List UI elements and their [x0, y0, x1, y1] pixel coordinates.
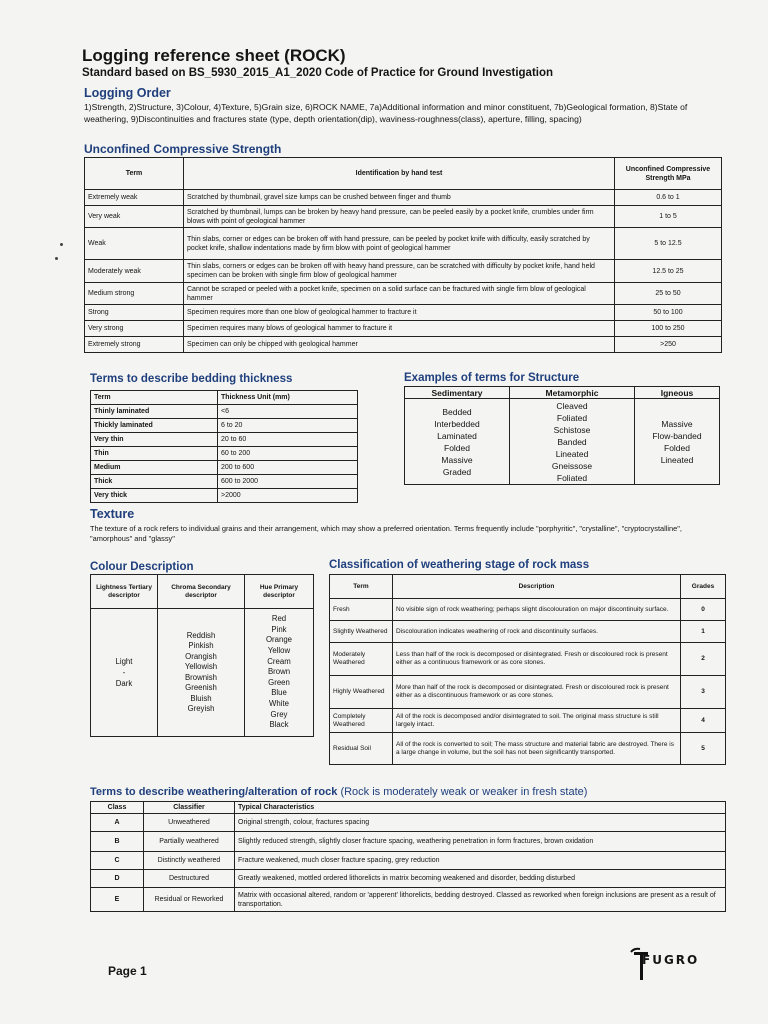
bedding-term: Thickly laminated — [91, 419, 218, 433]
colour-hue-list — [245, 609, 314, 737]
table-row — [91, 433, 358, 447]
alteration-heading: Terms to describe weathering/alteration of rock — [90, 786, 338, 798]
weathering-header-description: Description — [393, 575, 681, 599]
table-row — [91, 888, 726, 912]
ucs-value: 5 to 12.5 — [615, 228, 722, 260]
page-subtitle: Standard based on BS_5930_2015_A1_2020 Code of Practice for Ground Investigation — [82, 67, 554, 79]
weathering-stage-heading: Classification of weathering stage of rock mass — [329, 559, 590, 571]
table-row — [85, 321, 722, 337]
table-row — [91, 447, 358, 461]
weathering-grade: 2 — [681, 643, 726, 676]
structure-term: Massive — [441, 454, 473, 465]
bedding-term: Thin — [91, 447, 218, 461]
structure-term: Laminated — [437, 430, 477, 441]
ucs-value: 12.5 to 25 — [615, 260, 722, 283]
colour-hue: Green — [268, 677, 290, 687]
weathering-grade: 5 — [681, 733, 726, 765]
ucs-term: Strong — [85, 305, 184, 321]
table-row — [85, 337, 722, 353]
texture-heading: Texture — [90, 507, 135, 521]
alteration-classifier: Distinctly weathered — [144, 852, 235, 870]
colour-header-hue: Hue Primary descriptor — [245, 575, 314, 609]
bedding-term: Very thin — [91, 433, 218, 447]
alteration-characteristics: Greatly weakened, mottled ordered lithorelicts in matrix becoming weakened and disorder, bedding disturbed — [235, 870, 726, 888]
weathering-description: No visible sign of rock weathering; perhaps slight discolouration on major discontinuity surface. — [393, 599, 681, 621]
table-row — [91, 870, 726, 888]
alteration-header-characteristics: Typical Characteristics — [235, 802, 726, 814]
bedding-term: Very thick — [91, 489, 218, 503]
colour-chroma: Greenish — [185, 683, 217, 692]
structure-term: Graded — [442, 466, 472, 477]
weathering-description: Less than half of the rock is decomposed or disintegrated. Fresh or discoloured rock is present either as a continuous framework or as core stones. — [393, 643, 681, 676]
bedding-heading: Terms to describe bedding thickness — [90, 373, 293, 385]
alteration-class: B — [91, 832, 144, 852]
ucs-value: 0.6 to 1 — [615, 190, 722, 206]
weathering-header-grades: Grades — [681, 575, 726, 599]
structure-term: Flow-banded — [652, 430, 702, 441]
colour-header-lightness: Lightness Tertiary descriptor — [91, 575, 158, 609]
weathering-grade: 4 — [681, 709, 726, 733]
structure-term: Folded — [664, 442, 690, 453]
colour-chroma: Yellowish — [184, 662, 218, 671]
ucs-description: Specimen can only be chipped with geological hammer — [184, 337, 615, 353]
ucs-header-strength: Unconfined Compressive Strength MPa — [615, 158, 722, 190]
structure-metamorphic-list — [510, 399, 635, 485]
page-number: Page 1 — [108, 964, 147, 978]
table-row — [91, 461, 358, 475]
colour-lightness-list — [91, 609, 158, 737]
ucs-term: Moderately weak — [85, 260, 184, 283]
ucs-description: Scratched by thumbnail, lumps can be broken by heavy hand pressure, can be peeled easily by a pocket knife, crumbles under firm blows with point of geological hammer — [184, 206, 615, 228]
colour-hue: Blue — [271, 688, 287, 698]
ucs-header-term: Term — [85, 158, 184, 190]
logging-order-text: 1)Strength, 2)Structure, 3)Colour, 4)Texture, 5)Grain size, 6)ROCK NAME, 7a)Additional information and minor constituent, 7b)Geological formation, 8)State of weathering, 9)Discontinuities and fractures state (type, depth orientation(dip), waviness-roughness(class), aperture, filling, spacing) — [84, 102, 688, 124]
structure-term: Banded — [557, 436, 587, 447]
page-title: Logging reference sheet (ROCK) — [82, 46, 346, 65]
structure-sedimentary-list — [405, 399, 510, 485]
bedding-header-thickness: Thickness Unit (mm) — [218, 391, 358, 405]
alteration-class: E — [91, 888, 144, 912]
ucs-value: >250 — [615, 337, 722, 353]
alteration-header-class: Class — [91, 802, 144, 814]
table-row — [85, 260, 722, 283]
structure-term: Foliated — [556, 412, 588, 423]
bedding-header-term: Term — [91, 391, 218, 405]
ucs-term: Very weak — [85, 206, 184, 228]
weathering-term: Moderately Weathered — [330, 643, 393, 676]
table-row — [85, 190, 722, 206]
ucs-description: Specimen requires more than one blow of geological hammer to fracture it — [184, 305, 615, 321]
logging-order-heading: Logging Order — [84, 86, 171, 100]
colour-hue: Grey — [270, 709, 288, 719]
structure-term: Massive — [661, 418, 693, 429]
bedding-thickness: 600 to 2000 — [218, 475, 358, 489]
colour-chroma: Bluish — [190, 693, 212, 703]
colour-hue: Pink — [271, 624, 287, 634]
alteration-table — [90, 801, 726, 912]
table-row — [91, 852, 726, 870]
colour-chroma: Brownish — [184, 672, 218, 682]
ucs-term: Extremely strong — [85, 337, 184, 353]
alteration-header-classifier: Classifier — [144, 802, 235, 814]
alteration-classifier: Unweathered — [144, 814, 235, 832]
weathering-term: Residual Soil — [330, 733, 393, 765]
table-row — [85, 228, 722, 260]
table-row — [85, 305, 722, 321]
colour-table — [90, 574, 314, 737]
weathering-description: More than half of the rock is decomposed or disintegrated. Fresh or discoloured rock is present either as a discontinuous framework or as core stones. — [393, 676, 681, 709]
colour-hue: Orange — [265, 635, 292, 645]
table-row — [85, 283, 722, 305]
texture-text: The texture of a rock refers to individual grains and their arrangement, which may show a preferred orientation. Terms frequently include "porphyritic", "crystalline", "cryptocrystalline", "amorphous" and "glassy" — [90, 524, 682, 543]
scan-mark — [60, 243, 63, 246]
ucs-term: Very strong — [85, 321, 184, 337]
colour-hue: Black — [269, 720, 289, 730]
alteration-class: A — [91, 814, 144, 832]
alteration-note: (Rock is moderately weak or weaker in fresh state) — [340, 786, 588, 798]
table-row — [330, 676, 726, 709]
table-row — [330, 733, 726, 765]
colour-chroma: Greyish — [187, 704, 215, 713]
colour-lightness: Light — [115, 657, 133, 666]
table-row — [91, 475, 358, 489]
colour-chroma: Orangish — [185, 651, 217, 661]
colour-hue: White — [269, 698, 289, 708]
colour-header-chroma: Chroma Secondary descriptor — [158, 575, 245, 609]
alteration-classifier: Residual or Reworked — [144, 888, 235, 912]
structure-term: Interbedded — [434, 418, 480, 429]
alteration-characteristics: Slightly reduced strength, slightly closer fracture spacing, weathering penetration in form fractures, brown oxidation — [235, 832, 726, 852]
alteration-classifier: Partially weathered — [144, 832, 235, 852]
weathering-grade: 0 — [681, 599, 726, 621]
table-row — [330, 599, 726, 621]
weathering-description: All of the rock is decomposed and/or disintegrated to soil. The original mass structure is still largely intact. — [393, 709, 681, 733]
bedding-thickness: >2000 — [218, 489, 358, 503]
weathering-stage-table — [329, 574, 726, 765]
table-row — [330, 709, 726, 733]
weathering-term: Slightly Weathered — [330, 621, 393, 643]
structure-term: Foliated — [556, 472, 588, 483]
ucs-value: 50 to 100 — [615, 305, 722, 321]
colour-heading: Colour Description — [90, 561, 194, 573]
ucs-description: Thin slabs, corners or edges can be broken off with heavy hand pressure, can be scratched with difficulty by pocket knife, hand held specimen can be broken with single firm blow of geological hammer — [184, 260, 615, 283]
ucs-description: Scratched by thumbnail, gravel size lumps can be crushed between finger and thumb — [184, 190, 615, 206]
weathering-term: Fresh — [330, 599, 393, 621]
colour-hue: Cream — [267, 656, 291, 666]
weathering-term: Highly Weathered — [330, 676, 393, 709]
alteration-class: C — [91, 852, 144, 870]
structure-header-igneous: Igneous — [635, 387, 720, 399]
table-row — [330, 643, 726, 676]
structure-term: Gneissose — [551, 460, 593, 471]
bedding-term: Thinly laminated — [91, 405, 218, 419]
colour-hue: Red — [271, 614, 287, 624]
bedding-term: Thick — [91, 475, 218, 489]
weathering-description: Discolouration indicates weathering of rock and discontinuity surfaces. — [393, 621, 681, 643]
ucs-term: Weak — [85, 228, 184, 260]
ucs-value: 100 to 250 — [615, 321, 722, 337]
structure-header-sedimentary: Sedimentary — [405, 387, 510, 399]
alteration-class: D — [91, 870, 144, 888]
fugro-logo — [630, 944, 710, 984]
alteration-characteristics: Original strength, colour, fractures spacing — [235, 814, 726, 832]
alteration-characteristics: Fracture weakened, much closer fracture spacing, grey reduction — [235, 852, 726, 870]
alteration-characteristics: Matrix with occasional altered, random or 'apperent' lithorelicts, bedding destroyed. Classed as reworked when foreign inclusions are present as a result of transportation. — [235, 888, 726, 912]
structure-term: Schistose — [553, 424, 591, 435]
structure-heading: Examples of terms for Structure — [404, 372, 580, 384]
table-row — [91, 405, 358, 419]
weathering-header-term: Term — [330, 575, 393, 599]
structure-term: Cleaved — [556, 400, 588, 411]
structure-term: Lineated — [660, 454, 694, 465]
bedding-thickness: 200 to 600 — [218, 461, 358, 475]
table-row — [91, 832, 726, 852]
ucs-value: 25 to 50 — [615, 283, 722, 305]
table-row — [85, 206, 722, 228]
structure-term: Bedded — [442, 406, 472, 417]
colour-chroma: Pinkish — [188, 641, 214, 650]
structure-term: Lineated — [555, 448, 589, 459]
structure-igneous-list — [635, 399, 720, 485]
colour-hue: Brown — [267, 667, 291, 677]
ucs-term: Medium strong — [85, 283, 184, 305]
structure-table — [404, 386, 720, 485]
table-row — [91, 814, 726, 832]
colour-lightness: Dark — [115, 679, 133, 688]
ucs-header-identification: Identification by hand test — [184, 158, 615, 190]
alteration-heading-row — [90, 786, 587, 798]
colour-chroma-list — [158, 609, 245, 737]
ucs-value: 1 to 5 — [615, 206, 722, 228]
bedding-thickness: 6 to 20 — [218, 419, 358, 433]
weathering-term: Completely Weathered — [330, 709, 393, 733]
ucs-description: Cannot be scraped or peeled with a pocket knife, specimen on a solid surface can be fractured with single firm blow of geological hammer — [184, 283, 615, 305]
colour-lightness: - — [122, 668, 126, 677]
table-row — [330, 621, 726, 643]
ucs-description: Specimen requires many blows of geological hammer to fracture it — [184, 321, 615, 337]
scan-mark — [55, 257, 58, 260]
ucs-table — [84, 157, 722, 353]
colour-hue: Yellow — [267, 646, 291, 656]
weathering-description: All of the rock is converted to soil; The mass structure and material fabric are destroyed. There is a large change in volume, but the soil has not been significantly transported. — [393, 733, 681, 765]
ucs-description: Thin slabs, corner or edges can be broken off with hand pressure, can be peeled by pocket knife with difficulty, easily scratched by pocket knife, shallow indentations made by firm blow with point of geological hammer — [184, 228, 615, 260]
table-row — [91, 489, 358, 503]
structure-term: Folded — [444, 442, 470, 453]
colour-chroma: Reddish — [186, 630, 216, 640]
bedding-thickness: 20 to 60 — [218, 433, 358, 447]
ucs-term: Extremely weak — [85, 190, 184, 206]
bedding-thickness: <6 — [218, 405, 358, 419]
bedding-table — [90, 390, 358, 503]
alteration-classifier: Destructured — [144, 870, 235, 888]
fugro-logo-text: FUGRO — [642, 953, 700, 967]
ucs-heading: Unconfined Compressive Strength — [84, 142, 282, 156]
bedding-thickness: 60 to 200 — [218, 447, 358, 461]
bedding-term: Medium — [91, 461, 218, 475]
structure-header-metamorphic: Metamorphic — [510, 387, 635, 399]
weathering-grade: 3 — [681, 676, 726, 709]
weathering-grade: 1 — [681, 621, 726, 643]
table-row — [91, 419, 358, 433]
